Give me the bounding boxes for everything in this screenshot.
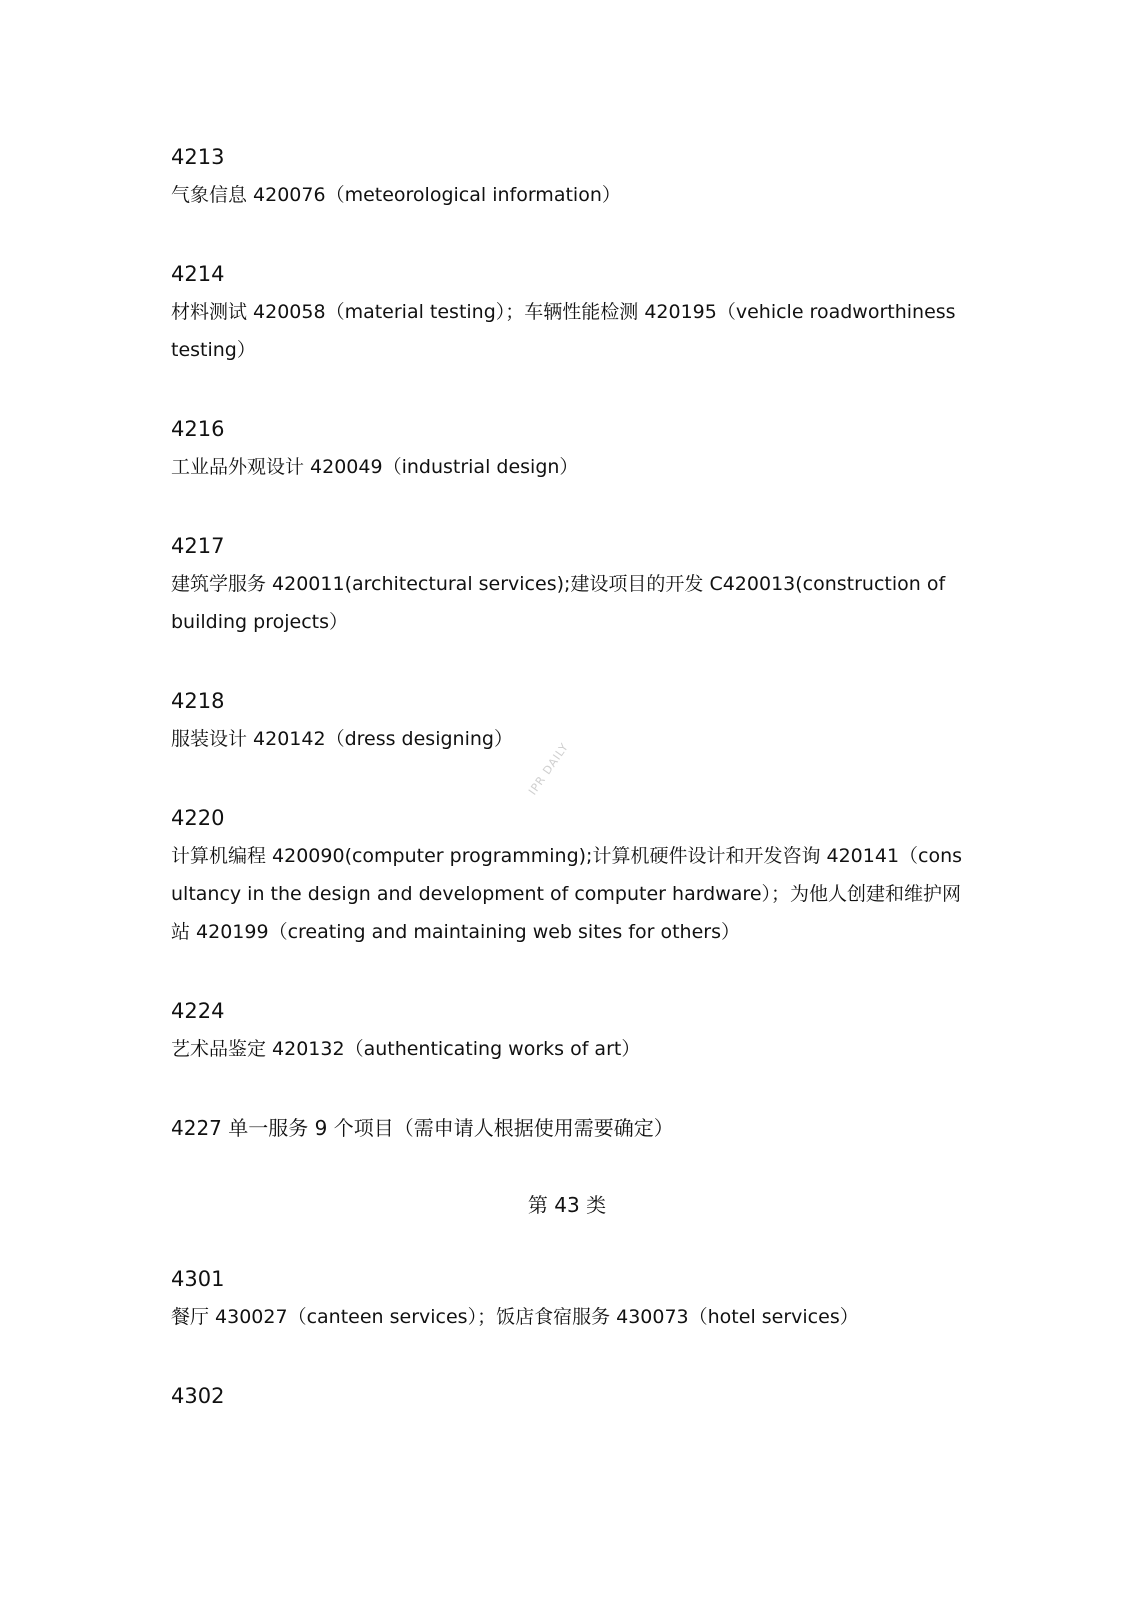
- group-items: 计算机编程 420090(computer programming);计算机硬件设计和开发咨询 420141（consultancy in the design and development of computer hardware）；为他人创建和维护网站 420199（creating and maintaining web sites for others）: [171, 845, 963, 943]
- group-code: 4217: [171, 534, 225, 558]
- group-items: 工业品外观设计 420049（industrial design）: [171, 456, 579, 478]
- watermark-text: IPR DAILY: [526, 740, 572, 798]
- group-code: 4218: [171, 689, 225, 713]
- group-entry-4217: [171, 527, 963, 641]
- group-code: 4213: [171, 145, 225, 169]
- group-items: 服装设计 420142（dress designing）: [171, 728, 513, 750]
- group-items: 材料测试 420058（material testing）；车辆性能检测 420195（vehicle roadworthiness testing）: [171, 301, 956, 361]
- group-items: 餐厅 430027（canteen services）；饭店食宿服务 430073（hotel services）: [171, 1306, 859, 1328]
- group-entry-4216: [171, 410, 963, 486]
- group-entry-4301: [171, 1260, 963, 1336]
- group-entry-4213: [171, 138, 963, 214]
- group-code: 4224: [171, 999, 225, 1023]
- group-code: 4216: [171, 417, 225, 441]
- group-entry-4220: [171, 799, 963, 951]
- document-page: [171, 138, 963, 1456]
- group-code: 4214: [171, 262, 225, 286]
- group-items: 艺术品鉴定 420132（authenticating works of art）: [171, 1038, 641, 1060]
- class-heading: 第 43 类: [527, 1193, 607, 1217]
- group-code: 4302: [171, 1384, 225, 1408]
- group-code: 4220: [171, 806, 225, 830]
- group-entry-4224: [171, 992, 963, 1068]
- group-items: 建筑学服务 420011(architectural services);建设项目的开发 C420013(construction of building projects）: [171, 573, 946, 633]
- group-code: 4301: [171, 1267, 225, 1291]
- group-items: 气象信息 420076（meteorological information）: [171, 184, 621, 206]
- group-entry-4214: [171, 255, 963, 369]
- single-service-note: 4227 单一服务 9 个项目（需申请人根据使用需要确定）: [171, 1116, 674, 1140]
- group-entry-4302: [171, 1377, 963, 1415]
